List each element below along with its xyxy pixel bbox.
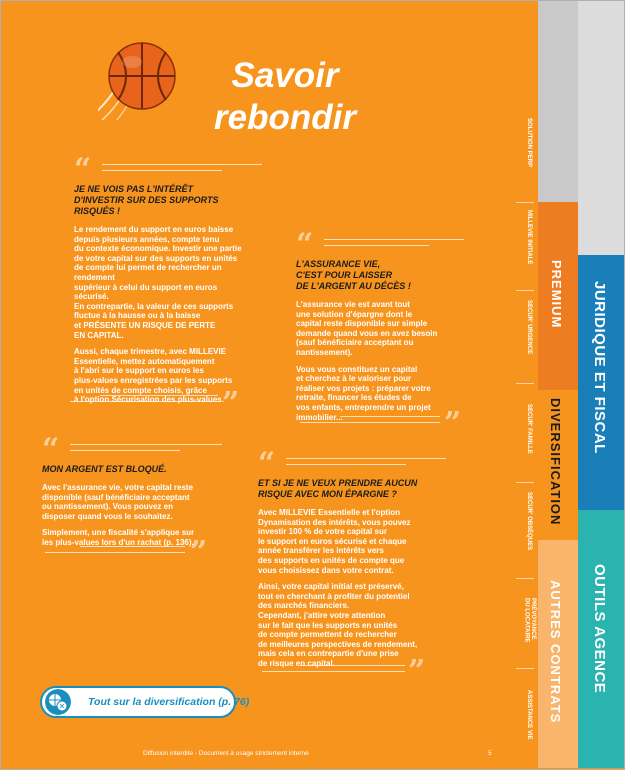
block-heading: L'ASSURANCE VIE, C'EST POUR LAISSER DE L'ARGENT AU DÉCÈS !: [296, 259, 411, 291]
nav-item-prevoyance-locataire[interactable]: PRÉVOYANCE DU LOCATAIRE: [523, 598, 536, 643]
basketball-icon: [98, 40, 178, 120]
quote-close-icon: ”: [222, 386, 236, 421]
badge-label: Tout sur la diversification (p. 76): [88, 696, 250, 708]
page-title: Savoir rebondir: [214, 56, 356, 137]
qa-block-1: [74, 152, 264, 412]
nav-item-secur-urgence[interactable]: SECUR' URGENCE: [526, 300, 532, 355]
sport-balls-icon: [45, 689, 71, 715]
block-heading: ET SI JE NE VEUX PRENDRE AUCUN RISQUE AVEC MON ÉPARGNE ?: [258, 478, 418, 499]
block-paragraph: Le rendement du support en euros baisse depuis plusieurs années, compte tenu du contexte économique. Investir une partie de votre capital sur des supports en unités de compte lui permet de rechercher un rendement supérieur à celui du support en euros sécurisé. En contrepartie, la valeur de ces supports fluctue à la hausse ou à la baisse et PRÉSENTE UN RISQUE DE PERTE EN CAPITAL.: [74, 225, 242, 340]
block-paragraph: Avec MILLEVIE Essentielle et l'option Dynamisation des intérêts, vous pouvez investir 100 % de votre capital sur le support en euros sécurisé et chaque année transférer les intérêts vers des supports en unités de compte que vous choisissez dans votre contrat.: [258, 508, 411, 575]
tab-diversification[interactable]: DIVERSIFICATION: [538, 390, 578, 540]
footer-text: Diffusion interdite - Document à usage strictement interne: [143, 750, 309, 757]
quote-close-icon: ”: [408, 654, 422, 689]
page-number: 5: [488, 750, 492, 757]
block-heading: JE NE VOIS PAS L'INTÉRÊT D'INVESTIR SUR DES SUPPORTS RISQUÉS !: [74, 184, 219, 216]
block-paragraph: Vous vous constituez un capital et cherchez à le valoriser pour réaliser vos projets : préparer votre retraite, financer les études de vos enfants, entreprendre un projet immobilier...: [296, 364, 431, 422]
block-paragraph: L'assurance vie est avant tout une solution d'épargne dont le capital reste disponible sur simple demande quand vous en avez besoin (sauf bénéficiaire acceptant ou nantissement).: [296, 300, 438, 357]
nav-item-millevie-initiale[interactable]: MILLEVIE INITIALE: [526, 210, 532, 265]
nav-item-solution-perp[interactable]: SOLUTION PERP: [526, 118, 532, 168]
block-paragraph: Ainsi, votre capital initial est préservé, tout en cherchant à profiter du potentiel des marchés financiers. Cependant, j'attire votre attention sur le fait que les supports en unités de compte permettent de rechercher de meilleures perspectives de rendement, mais cela en contrepartie d'une prise de risque en capital.: [258, 582, 418, 668]
quote-open-icon: “: [296, 227, 310, 262]
nav-item-secur-famille[interactable]: SECUR' FAMILLE: [526, 404, 532, 454]
block-paragraph: Simplement, une fiscalité s'applique sur les plus-values lors d'un rachat (p. 136).: [42, 528, 195, 547]
quote-open-icon: “: [258, 446, 272, 481]
tab-light-grey-top: [578, 0, 625, 255]
quote-close-icon: ”: [190, 535, 204, 570]
block-paragraph: Avec l'assurance vie, votre capital reste disponible (sauf bénéficiaire acceptant ou nantissement). Vous pouvez en disposer quand vous le souhaitez.: [42, 483, 194, 521]
tab-premium[interactable]: PREMIUM: [538, 202, 578, 390]
tab-juridique-fiscal[interactable]: JURIDIQUE ET FISCAL: [578, 255, 625, 510]
qa-block-2: [296, 227, 466, 429]
quote-open-icon: “: [42, 432, 56, 467]
nav-item-secur-obseques[interactable]: SECUR' OBSÈQUES: [526, 492, 532, 551]
tab-autres-contrats[interactable]: AUTRES CONTRATS: [538, 540, 578, 768]
block-heading: MON ARGENT EST BLOQUÉ.: [42, 464, 167, 474]
quote-close-icon: ”: [444, 406, 458, 441]
block-paragraph: Aussi, chaque trimestre, avec MILLEVIE Essentielle, mettez automatiquement à l'abri sur le support en euros les plus-values enregistrées par les supports en unités de compte choisis, grâce à l'option Sécurisation des plus-values.: [74, 347, 233, 405]
tab-grey-top: [538, 0, 578, 202]
qa-block-4: [258, 446, 448, 676]
nav-item-assistance-vie[interactable]: ASSISTANCE VIE: [526, 690, 532, 740]
diversification-link-button[interactable]: [40, 686, 250, 718]
quote-open-icon: “: [74, 152, 88, 187]
tab-outils-agence[interactable]: OUTILS AGENCE: [578, 510, 625, 768]
